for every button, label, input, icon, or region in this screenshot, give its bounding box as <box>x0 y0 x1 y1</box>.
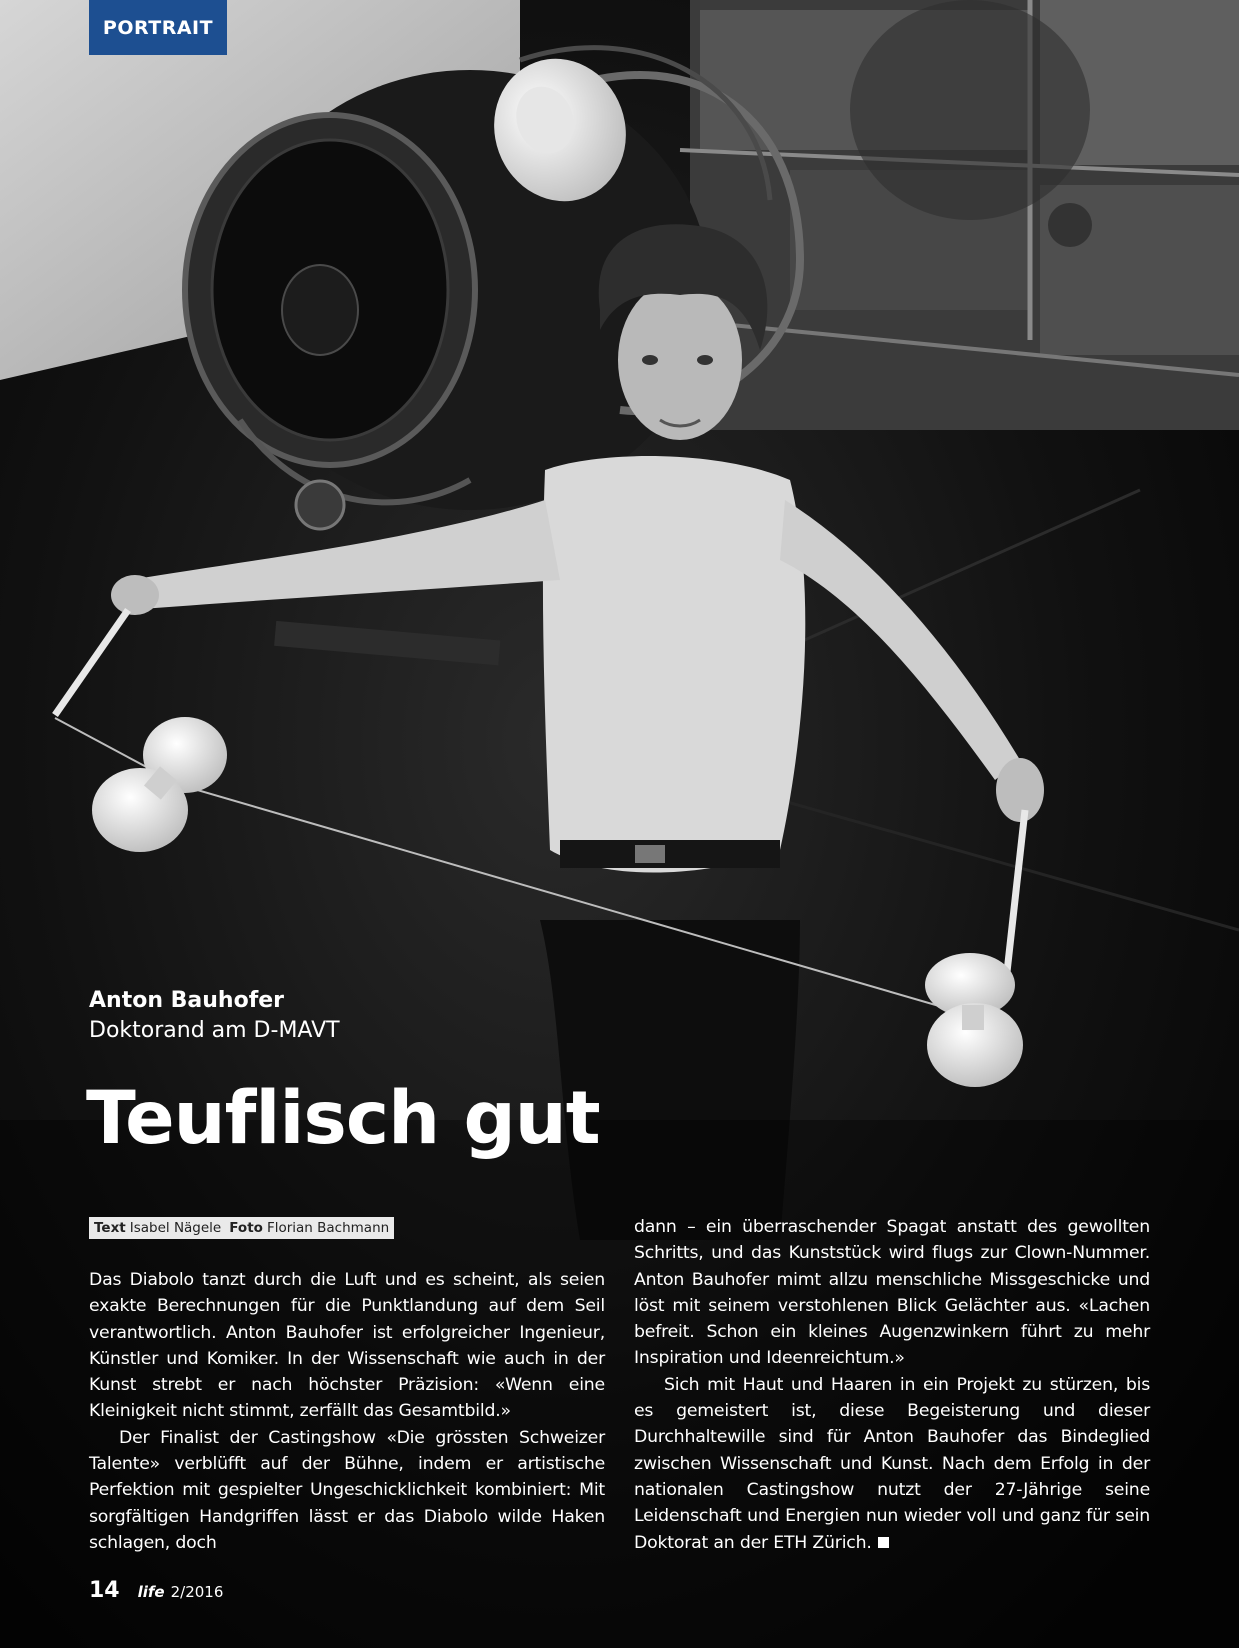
right-diabolo <box>925 953 1023 1087</box>
article-column-1 <box>89 1267 605 1556</box>
text-credit-label: Text <box>94 1220 126 1236</box>
photo-credit-author: Florian Bachmann <box>266 1220 390 1236</box>
article-paragraph-3-wrap <box>634 1372 1150 1556</box>
page-number: 14 <box>89 1578 120 1603</box>
page-title: Teuflisch gut <box>86 1076 600 1161</box>
article-paragraph-1: Das Diabolo tanzt durch die Luft und es scheint, als seien exakte Berechnungen für die Punktlandung auf dem Seil verantwortlich. Anton Bauhofer ist erfolgreicher Ingenieur, Künstler und Komiker. In der Wissenschaft wie auch in der Kunst strebt er nach höchster Präzision: «Wenn eine Kleinigkeit nicht stimmt, zerfällt das Gesamtbild.» <box>89 1270 605 1422</box>
article-paragraph-3: Sich mit Haut und Haaren in ein Projekt zu stürzen, bis es gemeistert ist, diese Begeisterung und dieser Durchhaltewille sind für Anton Bauhofer das Bindeglied zwischen Wissenschaft und Kunst. Nach dem Erfolg in der nationalen Castingshow nutzt der 27-Jährige seine Leidenschaft und Energien nun wieder voll und ganz für sein Doktorat an der ETH Zürich. <box>634 1374 1150 1553</box>
text-credit-author: Isabel Nägele <box>129 1220 222 1236</box>
article-paragraph-2: Der Finalist der Castingshow «Die grössten Schweizer Talente» verblüfft auf der Bühne, indem er artistische Perfektion mit gespielter Ungeschicklichkeit kombiniert: Mit sorgfältigen Handgriffen lässt er das Diabolo wilde Haken schlagen, doch <box>89 1427 605 1553</box>
article-paragraph-2-continued: dann – ein überraschender Spagat anstatt des gewollten Schritts, und das Kunststück wird flugs zur Clown-Nummer. Anton Bauhofer mimt allzu menschliche Missgeschicke und löst mit seinem verstohlenen Blick Gelächter aus. «Lachen befreit. Schon ein kleines Augenzwinkern führt zu mehr Inspiration und Ideenreichtum.» <box>634 1217 1150 1369</box>
section-label: PORTRAIT <box>102 16 214 39</box>
issue-number: 2/2016 <box>170 1583 224 1601</box>
person-role: Doktorand am D-MAVT <box>89 1018 340 1043</box>
page-footer <box>89 1578 223 1603</box>
credits-bar <box>89 1217 394 1239</box>
magazine-name: life <box>137 1583 165 1601</box>
article-column-2 <box>634 1214 1150 1556</box>
photo-credit-label: Foto <box>229 1220 263 1236</box>
section-badge <box>89 0 227 55</box>
end-mark-icon <box>878 1537 889 1548</box>
person-name: Anton Bauhofer <box>89 988 285 1013</box>
